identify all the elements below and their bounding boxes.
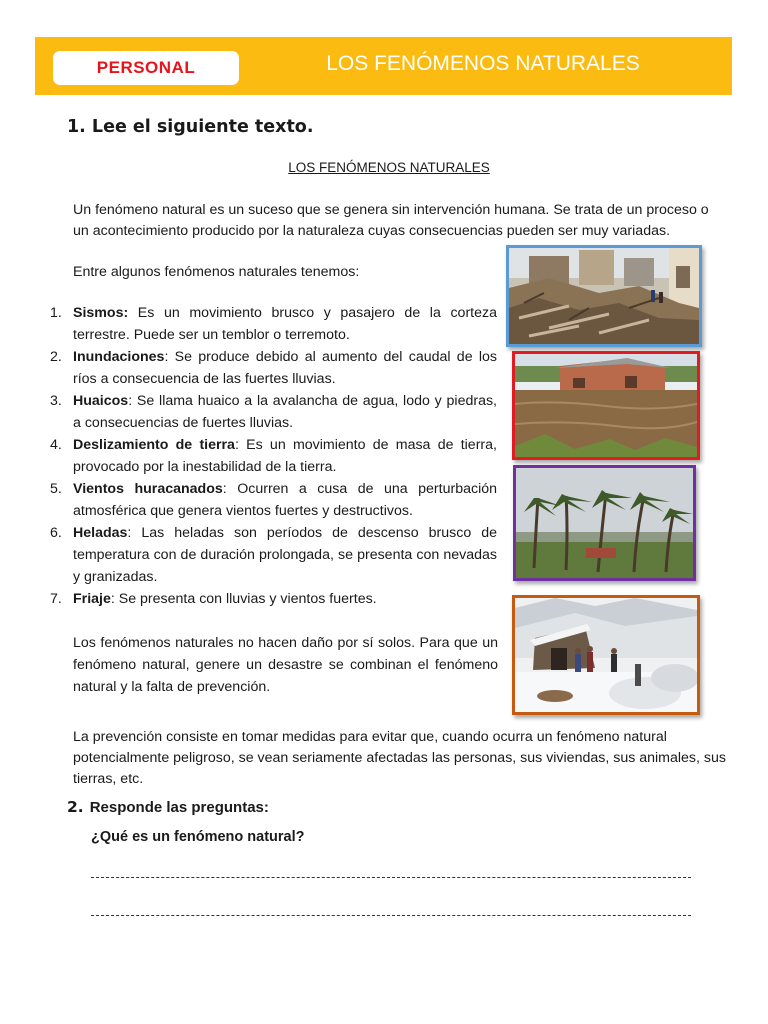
list-item: 2. Inundaciones: Se produce debido al aumento del caudal de los ríos a consecuencia de las fuertes lluvias. (50, 349, 497, 387)
document-title: LOS FENÓMENOS NATURALES (288, 160, 490, 175)
section-2-number: 2. (67, 798, 84, 816)
list-item: 5. Vientos huracanados: Ocurren a cusa de una perturbación atmosférica que genera vientos fuertes y destructivos. (50, 481, 498, 519)
section-1-text: Lee el siguiente texto. (91, 117, 314, 137)
list-item: 1. Sismos: Es un movimiento brusco y pasajero de la corteza terrestre. Puede ser un temblor o terremoto. (50, 305, 497, 343)
answer-line-2[interactable] (91, 915, 691, 916)
list-item: 7. Friaje: Se presenta con lluvias y vientos fuertes. (50, 591, 377, 607)
hurricane-winds-photo (513, 465, 696, 581)
section-2-heading (67, 798, 269, 816)
list-item: 3. Huaicos: Se llama huaico a la avalancha de agua, lodo y piedras, a consecuencias de fuertes lluvias. (50, 393, 497, 431)
answer-line-1[interactable] (91, 877, 691, 878)
question-1: ¿Qué es un fenómeno natural? (91, 829, 305, 845)
flood-photo (512, 351, 700, 460)
phenomena-list (45, 302, 497, 610)
banner-title: LOS FENÓMENOS NATURALES (326, 52, 640, 75)
earthquake-photo (506, 245, 702, 347)
disaster-paragraph: Los fenómenos naturales no hacen daño por sí solos. Para que un fenómeno natural, genere un desastre se combinan el fenómeno natural y la falta de prevención. (73, 635, 498, 695)
intro-list-lead: Entre algunos fenómenos naturales tenemos: (73, 264, 360, 280)
section-1-number: 1. (67, 117, 86, 137)
personal-badge: PERSONAL (53, 51, 239, 85)
frost-snow-photo (512, 595, 700, 715)
section-1-heading (67, 117, 313, 137)
list-item: 6. Heladas: Las heladas son períodos de descenso brusco de temperatura con de duración prolongada, se presenta con nevadas y granizadas. (50, 525, 497, 585)
prevention-paragraph: La prevención consiste en tomar medidas para evitar que, cuando ocurra un fenómeno natural potencialmente peligroso, se vean seriamente afectadas las personas, sus viviendas, sus animales, sus tierras, etc. (73, 729, 726, 787)
header-banner (35, 37, 732, 95)
section-2-text: Responde las preguntas: (89, 799, 269, 816)
list-item: 4. Deslizamiento de tierra: Es un movimiento de masa de tierra, provocado por la inestabilidad de la tierra. (50, 437, 497, 475)
intro-paragraph: Un fenómeno natural es un suceso que se genera sin intervención humana. Se trata de un proceso o un acontecimiento producido por la naturaleza cuyas consecuencias pueden ser muy variadas. (73, 202, 709, 239)
